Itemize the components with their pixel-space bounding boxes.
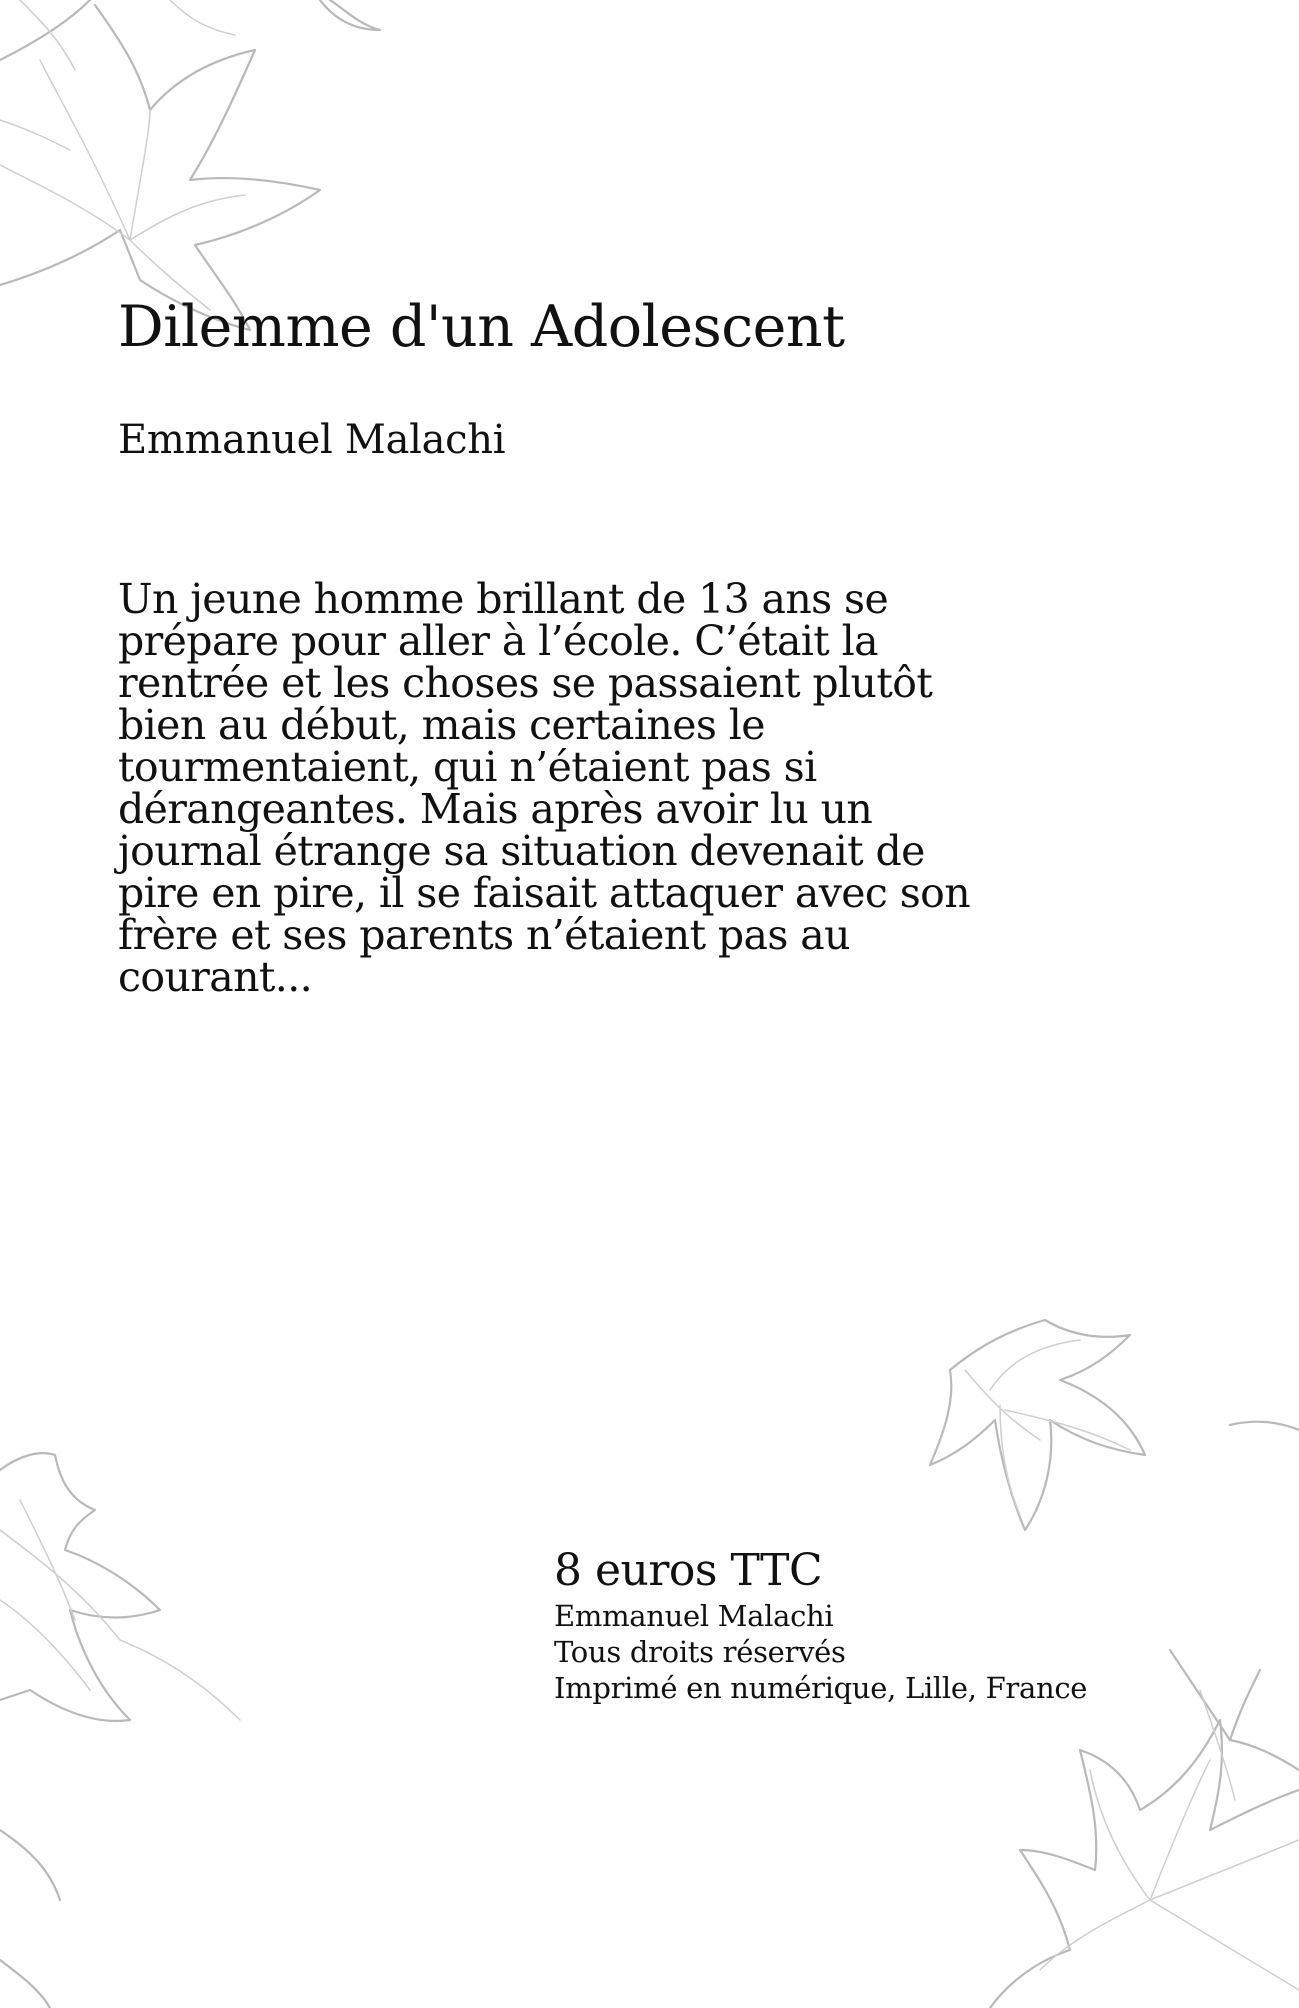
- book-title: Dilemme d'un Adolescent: [118, 294, 845, 360]
- book-summary: Un jeune homme brillant de 13 ans se prépare pour aller à l’école. C’était la rentrée et les choses se passaient plutôt bien au début, mais certaines le tourmentaient, qui n’étaient pas si dérangeantes. Mais après avoir lu un journal étrange sa situation devenait de pire en pire, il se faisait attaquer avec son frère et ses parents n’étaient pas au courant...: [118, 575, 971, 1001]
- maple-leaf-icon: [990, 1720, 1299, 2008]
- maple-leaf-icon: [930, 1320, 1299, 1530]
- colophon: [554, 1545, 1088, 1706]
- price-label: 8 euros TTC: [554, 1545, 823, 1596]
- maple-leaf-icon: [0, 1453, 240, 2008]
- print-location: Imprimé en numérique, Lille, France: [554, 1671, 1088, 1706]
- maple-leaf-icon: [1170, 1650, 1299, 1800]
- colophon-author: Emmanuel Malachi: [554, 1599, 834, 1634]
- copyright-notice: Tous droits réservés: [554, 1635, 846, 1670]
- author-name: Emmanuel Malachi: [118, 417, 506, 463]
- maple-leaf-icon: [0, 0, 380, 330]
